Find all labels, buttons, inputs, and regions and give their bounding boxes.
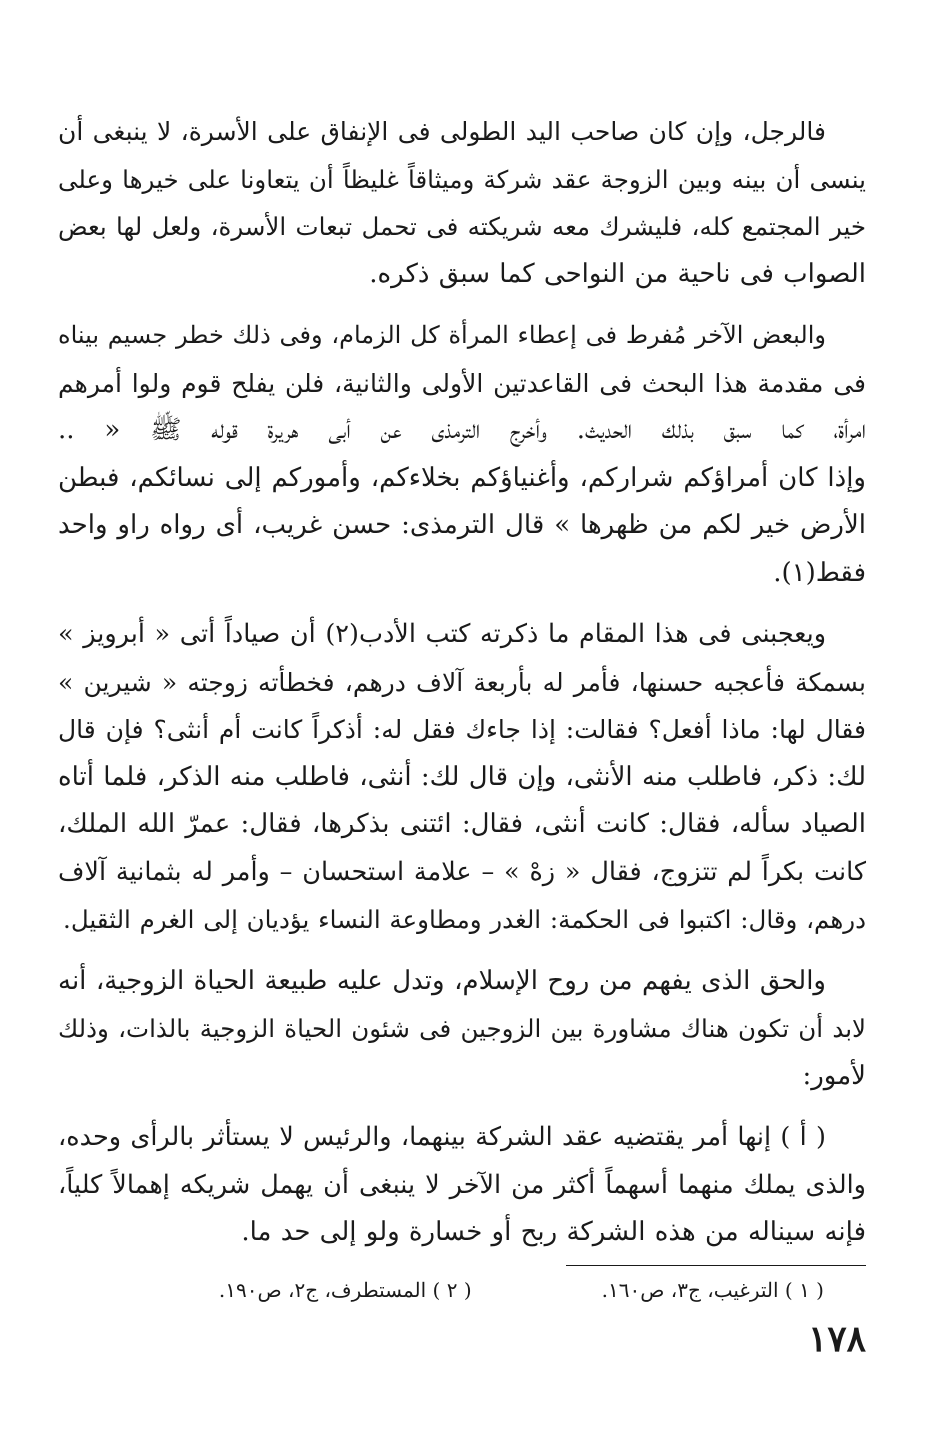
paragraph-line: والحق الذى يفهم من روح الإسلام، وتدل عليه طبيعة الحياة الزوجية، أنه [58, 965, 826, 996]
paragraph-line: لك: ذكر، فاطلب منه الأنثى، وإن قال لك: أنثى، فاطلب منه الذكر، فلما أتاه [58, 761, 866, 792]
paragraph-line: والبعض الآخر مُفرط فى إعطاء المرأة كل الزمام، وفى ذلك خطر جسيم بيناه [58, 321, 826, 349]
page-body [58, 108, 866, 1257]
footnote-1: ( ١ ) الترغيب، ج٣، ص١٦٠. [601, 1278, 824, 1302]
paragraph-line: فى مقدمة هذا البحث فى القاعدتين الأولى والثانية، فلن يفلح قوم ولوا أمرهم [58, 368, 866, 398]
paragraph-line: خير المجتمع كله، فليشرك معه شريكته فى تحمل تبعات الأسرة، ولعل لها بعض [58, 212, 866, 241]
paragraph-line: فقال لها: ماذا أفعل؟ فقالت: إذا جاءك فقل له: أذكراً كانت أم أنثى؟ فإن قال [58, 715, 866, 744]
paragraph-line: ويعجبنى فى هذا المقام ما ذكرته كتب الأدب(٢) أن صياداً أتى « أبرويز » [58, 619, 827, 649]
paragraph-gap [58, 597, 866, 611]
paragraph-4 [58, 958, 866, 1101]
paragraph-line: لابد أن تكون هناك مشاورة بين الزوجين فى شئون الحياة الزوجية بالذات، وذلك [58, 1014, 866, 1043]
paragraph-line: الصواب فى ناحية من النواحى كما سبق ذكره. [369, 258, 866, 289]
paragraph-gap [58, 298, 866, 312]
paragraph-line: ( أ ) إنها أمر يقتضيه عقد الشركة بينهما، والرئيس لا يستأثر بالرأى وحده، [58, 1122, 826, 1152]
paragraph-line: فالرجل، وإن كان صاحب اليد الطولى فى الإنفاق على الأسرة، لا ينبغى أن [58, 117, 826, 146]
paragraph-2 [58, 312, 866, 597]
page-number: ١٧٨ [807, 1318, 866, 1360]
paragraph-line: بسمكة فأعجبه حسنها، فأمر له بأربعة آلاف درهم، فخطأته زوجته « شيرين » [58, 667, 866, 697]
footnote-2: ( ٢ ) المستطرف، ج٢، ص١٩٠. [218, 1278, 472, 1302]
paragraph-line: درهم، وقال: اكتبوا فى الحكمة: الغدر ومطاوعة النساء يؤديان إلى الغرم الثقيل. [63, 905, 866, 934]
paragraph-line: لأمور: [802, 1060, 866, 1091]
paragraph-line: الأرض خير لكم من ظهرها » قال الترمذى: حسن غريب، أى رواه راو واحد [58, 510, 866, 540]
paragraph-line: كانت بكراً لم تتزوج، فقال « زهْ » – علامة استحسان – وأمر له بثمانية آلاف [58, 856, 866, 887]
paragraph-line: والذى يملك منهما أسهماً أكثر من الآخر لا ينبغى أن يهمل شريكه إهمالاً كلياً، [58, 1169, 866, 1200]
paragraph-line: ينسى أن بينه وبين الزوجة عقد شركة وميثاقاً غليظاً أن يتعاونا على خيرها وعلى [58, 164, 866, 194]
paragraph-line: فقط(١). [773, 557, 866, 588]
paragraph-gap [58, 944, 866, 958]
paragraph-3 [58, 611, 866, 944]
footnotes [104, 1276, 824, 1304]
paragraph-gap [58, 1100, 866, 1114]
paragraph-line: وإذا كان أمراؤكم شراركم، وأغنياؤكم بخلاءكم، وأموركم إلى نسائكم، فبطن [58, 462, 866, 493]
paragraph-1 [58, 108, 866, 298]
footnote-divider [566, 1265, 866, 1266]
paragraph-5 [58, 1114, 866, 1257]
paragraph-line: الصياد سأله، فقال: كانت أنثى، فقال: ائتنى بذكرها، فقال: عمرّ الله الملك، [58, 809, 866, 839]
paragraph-line: فإنه سيناله من هذه الشركة ربح أو خسارة ولو إلى حد ما. [241, 1217, 866, 1247]
paragraph-line: امرأة، كما سبق بذلك الحديث. وأخرج الترمذى عن أبى هريرة قوله ﷺ « .. [58, 415, 866, 445]
